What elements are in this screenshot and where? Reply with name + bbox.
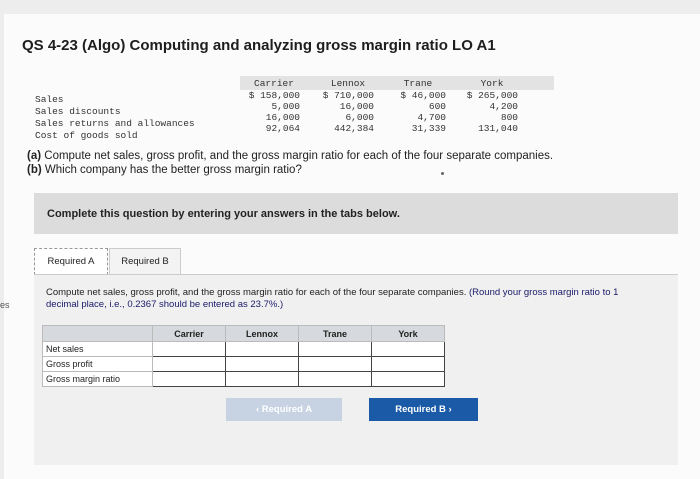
answer-header-blank: [43, 326, 153, 342]
york-values: [456, 90, 518, 134]
trane-returns: 4,700: [417, 112, 446, 123]
row-label-cogs: Cost of goods sold: [35, 130, 138, 141]
tab-required-b[interactable]: Required B: [109, 248, 181, 275]
gmr-lennox-input[interactable]: [226, 372, 299, 387]
gross-profit-carrier-input[interactable]: [153, 357, 226, 372]
question-b: [27, 163, 553, 177]
york-discounts: 4,200: [489, 101, 518, 112]
york-cogs: 131,040: [478, 123, 518, 134]
gmr-carrier-input[interactable]: [153, 372, 226, 387]
instruction-hint: (Round your gross margin ratio to 1 decimal place, i.e., 0.2367 should be entered as 23.7%.): [46, 287, 619, 310]
trane-discounts: 600: [428, 101, 446, 112]
header-lennox: Lennox: [330, 78, 366, 89]
gmr-trane-input[interactable]: [299, 372, 372, 387]
lennox-values: [314, 90, 374, 134]
row-label-sales: Sales: [35, 94, 64, 105]
carrier-cogs: 92,064: [265, 123, 300, 134]
answer-col-lennox: Lennox: [226, 326, 299, 342]
answer-col-carrier: Carrier: [153, 326, 226, 342]
tab-required-a[interactable]: Required A: [34, 248, 108, 275]
lennox-cogs: 442,384: [334, 123, 374, 134]
answer-row-label: Gross profit: [43, 357, 153, 372]
lennox-sales: $ 710,000: [322, 90, 374, 101]
question-a-tag: (a): [27, 150, 42, 162]
header-york: York: [480, 78, 504, 89]
gross-profit-trane-input[interactable]: [299, 357, 372, 372]
trane-cogs: 31,339: [411, 123, 446, 134]
next-required-b-button[interactable]: Required B ›: [369, 398, 478, 421]
net-sales-trane-input[interactable]: [299, 342, 372, 357]
york-sales: $ 265,000: [466, 90, 518, 101]
lennox-discounts: 16,000: [339, 101, 374, 112]
question-title: QS 4-23 (Algo) Computing and analyzing gross margin ratio LO A1: [22, 37, 496, 54]
answer-row-label: Net sales: [43, 342, 153, 357]
answer-table: [42, 325, 445, 387]
prev-required-a-button[interactable]: ‹ Required A: [226, 398, 342, 421]
question-a-text: Compute net sales, gross profit, and the gross margin ratio for each of the four separate companies.: [41, 150, 554, 162]
banner-text: Complete this question by entering your answers in the tabs below.: [47, 208, 400, 220]
net-sales-lennox-input[interactable]: [226, 342, 299, 357]
edge-fragment: es: [0, 300, 10, 310]
instruction-question: Compute net sales, gross profit, and the gross margin ratio for each of the four separate companies.: [46, 287, 467, 298]
gmr-york-input[interactable]: [372, 372, 445, 387]
answer-row-net-sales: [43, 342, 445, 357]
gross-profit-york-input[interactable]: [372, 357, 445, 372]
carrier-values: [240, 90, 300, 134]
york-returns: 800: [500, 112, 518, 123]
header-trane: Trane: [403, 78, 433, 89]
carrier-discounts: 5,000: [271, 101, 300, 112]
trane-values: [390, 90, 446, 134]
trane-sales: $ 46,000: [400, 90, 446, 101]
answer-header-row: [43, 326, 445, 342]
question-parts: [27, 149, 553, 177]
answer-col-trane: Trane: [299, 326, 372, 342]
carrier-returns: 16,000: [265, 112, 300, 123]
instructions-banner: [34, 193, 678, 234]
row-label-sales-discounts: Sales discounts: [35, 106, 121, 117]
question-b-tag: (b): [27, 164, 42, 176]
net-sales-york-input[interactable]: [372, 342, 445, 357]
lennox-returns: 6,000: [345, 112, 374, 123]
answer-col-york: York: [372, 326, 445, 342]
gross-profit-lennox-input[interactable]: [226, 357, 299, 372]
net-sales-carrier-input[interactable]: [153, 342, 226, 357]
question-b-text: Which company has the better gross margin ratio?: [41, 164, 302, 176]
question-a: [27, 149, 553, 163]
answer-row-gross-margin-ratio: [43, 372, 445, 387]
answer-row-gross-profit: [43, 357, 445, 372]
dot-marker: [441, 172, 444, 175]
header-carrier: Carrier: [254, 78, 294, 89]
row-label-returns: Sales returns and allowances: [35, 118, 195, 129]
panel-instructions: [46, 287, 646, 311]
answer-row-label: Gross margin ratio: [43, 372, 153, 387]
carrier-sales: $ 158,000: [248, 90, 300, 101]
